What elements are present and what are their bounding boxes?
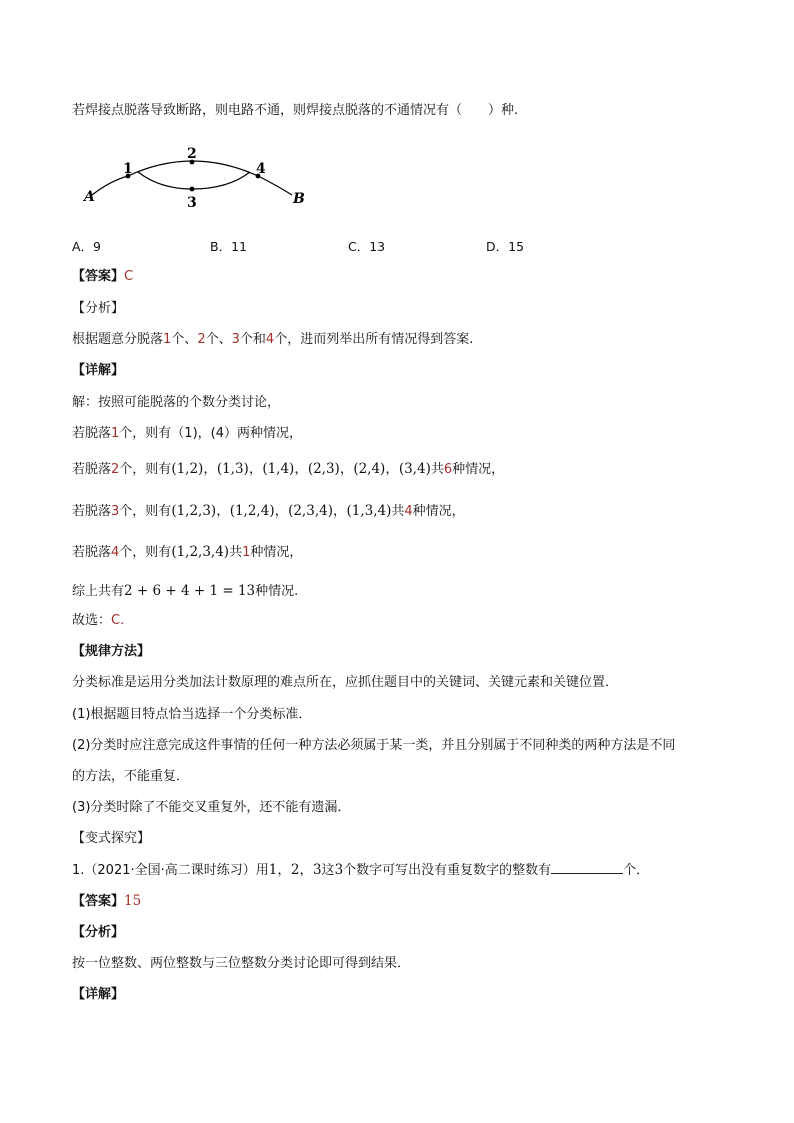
question-text: 若焊接点脱落导致断路，则电路不通，则焊接点脱落的不通情况有（ ）种. (72, 103, 519, 118)
answer-tag: 【答案】 (72, 269, 125, 284)
method-p2a: (2)分类时应注意完成这件事情的任何一种方法必须属于某一类，并且分别属于不同种类的两种方法是不同 (72, 738, 676, 753)
method-tag: 【规律方法】 (72, 644, 151, 659)
label-1: 1 (123, 161, 133, 177)
detail-choose: 故选：C. (72, 613, 125, 628)
option-d: D．15 (486, 239, 525, 254)
circuit-diagram (80, 143, 320, 213)
method-p2b: 的方法，不能重复． (72, 769, 190, 784)
option-c: C．13 (348, 239, 386, 254)
option-b: B．11 (210, 239, 247, 254)
analysis-tag: 【分析】 (72, 301, 125, 316)
variant-analysis-text: 按一位整数、两位整数与三位整数分类讨论即可得到结果． (72, 956, 411, 971)
label-b: B (293, 191, 305, 207)
label-4: 4 (256, 161, 266, 177)
variant-detail-tag: 【详解】 (72, 987, 125, 1002)
variant-answer: 【答案】15 (72, 893, 142, 909)
analysis-text: 根据题意分脱落1个、2个、3个和4个，进而列举出所有情况得到答案. (72, 332, 474, 347)
detail-case-3: 若脱落3个，则有(1,2,3)，(1,2,4)，(2,3,4)，(1,3,4)共4种情况， (72, 503, 465, 519)
method-p3: (3)分类时除了不能交叉重复外，还不能有遗漏． (72, 800, 351, 815)
detail-case-4: 若脱落4个，则有(1,2,3,4)共1种情况， (72, 544, 303, 560)
detail-tag: 【详解】 (72, 363, 125, 378)
label-3: 3 (187, 195, 197, 211)
detail-case-1: 若脱落1个，则有（1)，(4）两种情况， (72, 426, 302, 441)
answer-value: C (124, 269, 134, 284)
method-p0: 分类标准是运用分类加法计数原理的难点所在，应抓住题目中的关键词、关键元素和关键位置． (72, 675, 619, 690)
detail-sum: 综上共有2 + 6 + 4 + 1 = 13种情况. (72, 583, 299, 599)
option-a: A．9 (72, 239, 102, 254)
label-2: 2 (187, 146, 197, 162)
variant-question: 1.（2021·全国·高二课时练习）用1，2，3这3个数字可写出没有重复数字的整数有 个． (72, 862, 650, 878)
detail-intro: 解：按照可能脱落的个数分类讨论， (72, 395, 281, 410)
label-a: A (84, 189, 95, 205)
variant-tag: 【变式探究】 (72, 831, 151, 846)
method-p1: (1)根据题目特点恰当选择一个分类标准． (72, 707, 312, 722)
detail-case-2: 若脱落2个，则有(1,2)，(1,3)，(1,4)，(2,3)，(2,4)，(3,4)共6种情况， (72, 461, 505, 477)
answer-line (72, 268, 133, 286)
answer-blank (551, 861, 623, 874)
variant-analysis-tag: 【分析】 (72, 925, 125, 940)
